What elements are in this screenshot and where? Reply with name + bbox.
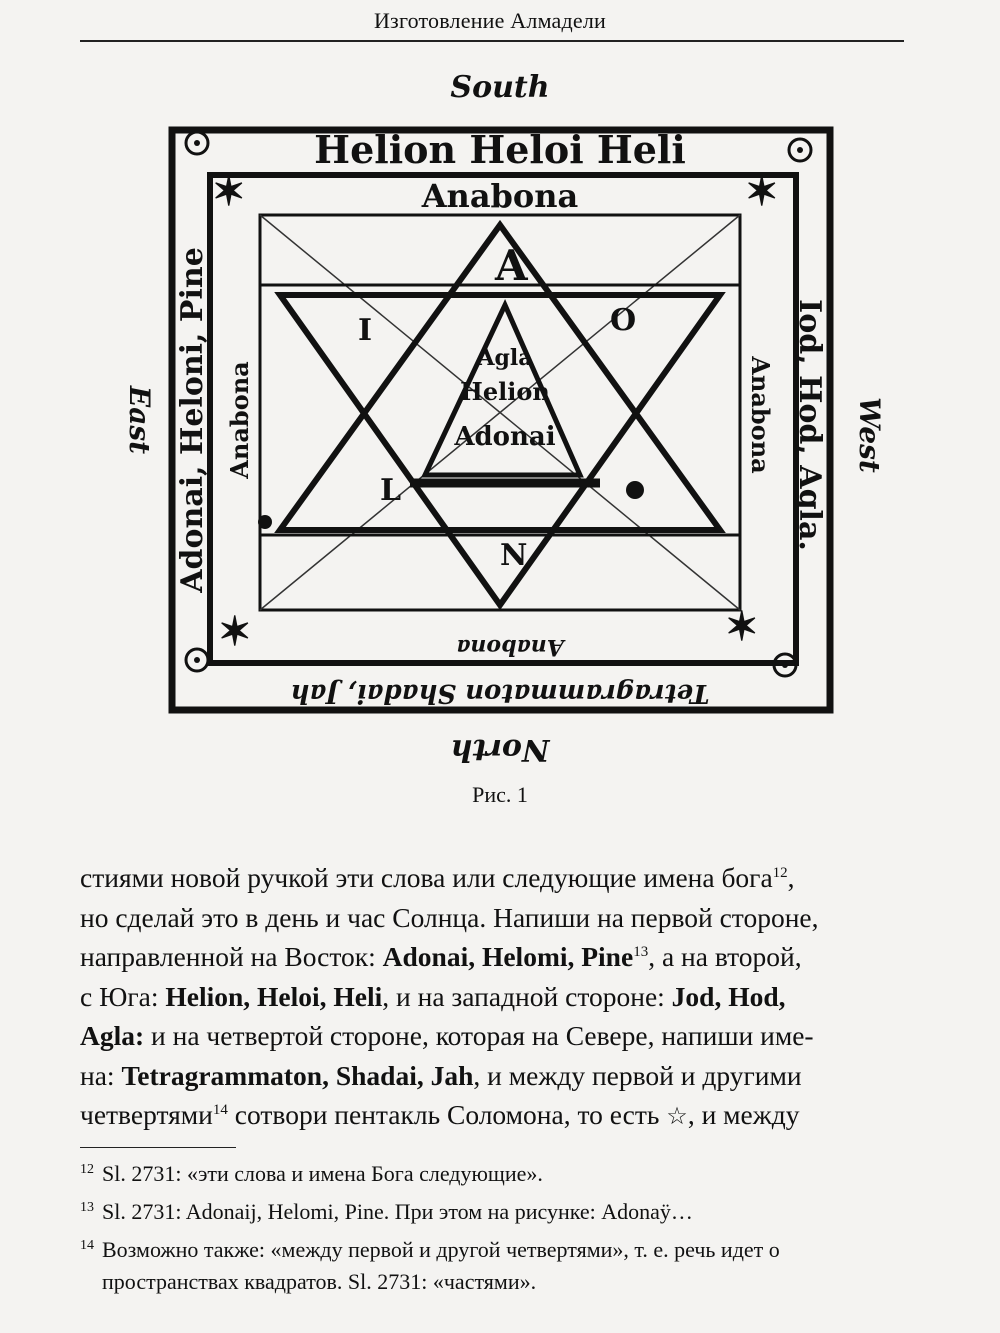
body-text <box>80 858 910 1138</box>
corner-star-icon: ✶ <box>745 168 779 215</box>
almadel-diagram <box>100 55 900 775</box>
right-names: Iod, Hod, Agla. <box>792 299 827 551</box>
bold-names: Agla: <box>80 1020 145 1051</box>
pentacle-star-icon: ☆ <box>666 1104 688 1130</box>
text-span: , а на второй, <box>648 941 802 972</box>
body-line <box>80 1095 910 1138</box>
footnote-number: 14 <box>80 1238 94 1253</box>
top-names: Helion Heloi Heli <box>314 127 686 172</box>
dot-mark <box>626 481 644 499</box>
text-span: и на четвертой стороне, которая на Севере, напиши име- <box>144 1020 814 1051</box>
letter-l: L <box>380 473 402 508</box>
running-head: Изготовление Алмадели <box>373 8 607 33</box>
left-inner-name: Anabona <box>225 361 254 479</box>
corner-circle-icon <box>186 132 208 154</box>
footnote-rule <box>80 1147 236 1148</box>
letter-n: N <box>500 538 528 573</box>
right-inner-name: Anabona <box>746 356 775 474</box>
footnote-number: 12 <box>80 1162 94 1177</box>
text-span: , и на западной стороне: <box>382 980 672 1012</box>
label-west: West <box>853 397 886 473</box>
triangle-name-3: Adonai <box>454 422 556 452</box>
corner-star-icon: ✶ <box>725 603 759 650</box>
letter-i: I <box>358 313 373 348</box>
almadel-figure <box>100 55 900 775</box>
footnote <box>80 1158 910 1190</box>
letter-o: O <box>610 303 637 338</box>
corner-circle-icon <box>789 139 811 161</box>
text-span: четвертями <box>80 1099 213 1130</box>
body-line <box>80 1016 910 1056</box>
footnote-number: 13 <box>80 1200 94 1215</box>
footnote-text: Sl. 2731: Adonaij, Helomi, Pine. При этом на рисунке: Adonaÿ… <box>102 1199 693 1224</box>
text-span: , <box>787 862 795 893</box>
body-line <box>80 937 910 977</box>
corner-star-icon: ✶ <box>212 168 246 215</box>
text-span: , и между первой и другими <box>473 1059 802 1091</box>
label-north: North <box>450 732 550 767</box>
triangle-name-1: Agla <box>477 345 533 371</box>
body-line <box>80 858 910 898</box>
body-line <box>80 977 910 1017</box>
dot-mark <box>258 515 272 529</box>
footnote-ref: 14 <box>212 1101 228 1118</box>
body-line: но сделай это в день и час Солнца. Напиши на первой стороне, <box>80 901 819 933</box>
header-rule <box>80 40 904 42</box>
text-span: с Юга: <box>80 980 166 1012</box>
footnote <box>80 1196 910 1228</box>
footnote-text: Возможно также: «между первой и другой четвертями», т. е. речь идет о пространствах квадратов. Sl. 2731: «частями». <box>102 1237 780 1294</box>
text-span: направленной на Восток: <box>80 941 383 972</box>
triangle-name-2: Helion <box>460 377 550 406</box>
footnote-ref: 12 <box>772 864 788 881</box>
label-south: South <box>450 70 550 105</box>
bold-names: Helion, Heloi, Heli <box>165 980 383 1012</box>
figure-caption: Рис. 1 <box>472 782 528 807</box>
footnote <box>80 1234 910 1298</box>
corner-star-icon: ✶ <box>218 608 252 655</box>
bottom-inner-name: Anabona <box>456 634 564 660</box>
bold-names: Jod, Hod, <box>671 980 786 1012</box>
top-inner-name: Anabona <box>421 177 579 215</box>
text-span: , и между <box>687 1099 800 1130</box>
text-span: сотвори пентакль Соломона, то есть <box>227 1099 667 1130</box>
letter-a: A <box>495 241 528 290</box>
corner-circle-icon <box>186 649 208 671</box>
text-span: на: <box>80 1059 122 1091</box>
left-names: Adonai, Heloni, Pine <box>175 247 210 593</box>
bold-names: Tetragrammaton, Shadai, Jah <box>121 1059 474 1091</box>
bottom-names: Tetragrammaton Shadai, Jah <box>290 678 710 708</box>
footnote-text: Sl. 2731: «эти слова и имена Бога следующие». <box>102 1161 543 1186</box>
body-line <box>80 1056 910 1096</box>
label-east: East <box>123 385 156 455</box>
footnotes <box>80 1158 910 1304</box>
bold-names: Adonai, Helomi, Pine <box>382 941 634 972</box>
footnote-ref: 13 <box>633 943 649 960</box>
text-span: стиями новой ручкой эти слова или следующие имена бога <box>80 862 773 893</box>
